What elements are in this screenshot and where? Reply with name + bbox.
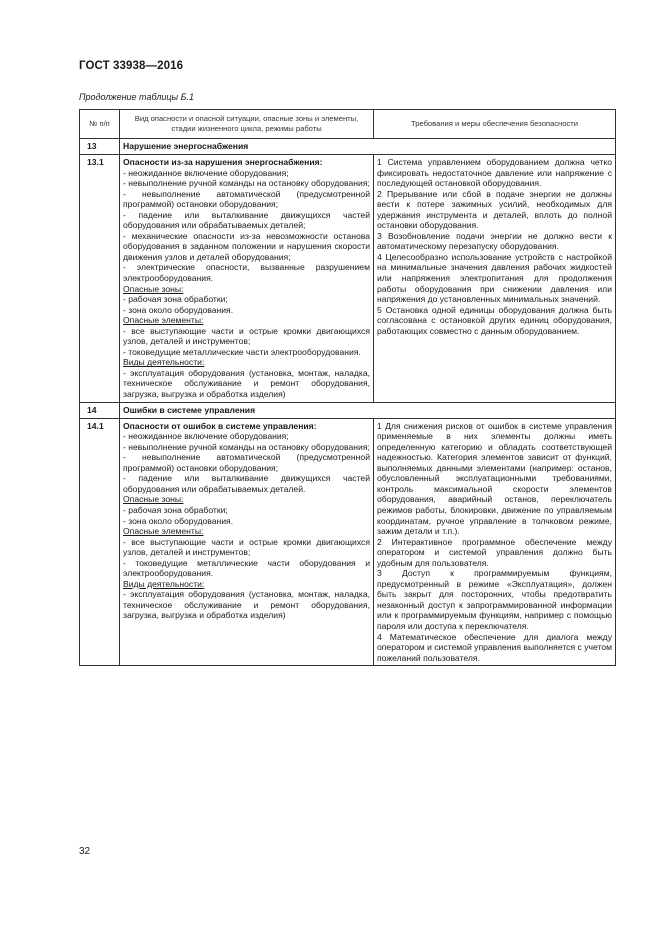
list-item: - невыполнение ручной команды на остановку оборудования; bbox=[123, 441, 370, 452]
subsection-label: Опасные элементы: bbox=[123, 526, 204, 537]
requirements-cell bbox=[374, 418, 616, 666]
hazard-heading: Опасности от ошибок в системе управления: bbox=[123, 420, 317, 431]
hazard-cell bbox=[120, 155, 374, 403]
table-row bbox=[80, 418, 616, 666]
row-number: 14.1 bbox=[80, 418, 120, 666]
subsection-label: Опасные зоны: bbox=[123, 283, 184, 294]
list-item: - токоведущие металлические части электрооборудования. bbox=[123, 346, 361, 357]
requirements-table bbox=[79, 109, 616, 666]
subsection-label: Опасные элементы: bbox=[123, 315, 204, 326]
requirement-item: 3 Доступ к программируемым функциям, предусмотренный в режиме «Эксплуатация», должен быть закрыт для посторонних, чтобы предотвратить незаконный доступ к запрограммированной информации или к программируемым функциям, например с помощью пароля или доступа к переключателя. bbox=[377, 568, 612, 631]
list-item: - невыполнение автоматической (предусмотренной программой) остановки оборудования; bbox=[123, 452, 370, 473]
section-row bbox=[80, 139, 616, 155]
table-caption: Продолжение таблицы Б.1 bbox=[79, 92, 195, 102]
section-number: 14 bbox=[80, 402, 120, 418]
requirement-item: 2 Интерактивное программное обеспечение между оператором и системой управления должно быть удобным для пользователя. bbox=[377, 536, 612, 568]
list-item: - неожиданное включение оборудования; bbox=[123, 431, 289, 442]
requirements-cell bbox=[374, 155, 616, 403]
header-requirements: Требования и меры обеспечения безопасности bbox=[374, 110, 616, 139]
subsection-label: Виды деятельности: bbox=[123, 578, 205, 589]
hazard-cell bbox=[120, 418, 374, 666]
section-number: 13 bbox=[80, 139, 120, 155]
table-header-row bbox=[80, 110, 616, 139]
header-num: № п/п bbox=[80, 110, 120, 139]
document-code: ГОСТ 33938—2016 bbox=[79, 60, 184, 72]
list-item: - эксплуатация оборудования (установка, монтаж, наладка, техническое обслуживание и ремонт оборудования, загрузка, выгрузка и обработка изделия) bbox=[123, 589, 370, 621]
list-item: - рабочая зона обработки; bbox=[123, 294, 228, 305]
requirement-item: 3 Возобновление подачи энергии не должно вести к автоматическому перезапуску оборудования. bbox=[377, 230, 612, 252]
table-row bbox=[80, 155, 616, 403]
list-item: - все выступающие части и острые кромки двигающихся узлов, деталей и инструментов; bbox=[123, 325, 370, 347]
requirement-item: 2 Прерывание или сбой в подаче энергии не должны вести к потере зажимных усилий, необходимых для удержания инструмента и деталей, вплоть до полной остановки оборудования. bbox=[377, 188, 612, 231]
list-item: - электрические опасности, вызванные разрушением электрооборудования. bbox=[123, 262, 370, 284]
requirement-item: 4 Математическое обеспечение для диалога между оператором и системой управления выполняется с учетом пожеланий пользователя. bbox=[377, 631, 612, 663]
list-item: - зона около оборудования. bbox=[123, 515, 234, 526]
requirement-item: 1 Для снижения рисков от ошибок в системе управления применяемые в них элементы должны иметь определенную категорию и обладать соответствующей надежностью. Категория элементов зависит от функций, выполняемых данными элементами (например: останов, обусловленный эксплуатационными требованиями, контроль максимальной скорости элементов оборудования, аварийный останов, переключатель режимов работы, блокировки, движение по управляемым координатам, ручное управление в толчковом режиме, зажим детали и т.п.). bbox=[377, 420, 612, 537]
section-title: Нарушение энергоснабжения bbox=[120, 139, 616, 155]
requirement-item: 5 Остановка одной единицы оборудования должна быть согласована с остановкой других единиц оборудования, работающих совместно с данным оборудованием. bbox=[377, 304, 612, 336]
subsection-label: Опасные зоны: bbox=[123, 494, 184, 505]
list-item: - токоведущие металлические части оборудования и электрооборудования. bbox=[123, 557, 370, 579]
section-row bbox=[80, 402, 616, 418]
list-item: - невыполнение ручной команды на остановку оборудования; bbox=[123, 178, 370, 189]
list-item: - невыполнение автоматической (предусмотренной программой) остановки оборудования; bbox=[123, 188, 370, 210]
hazard-heading: Опасности из-за нарушения энергоснабжения: bbox=[123, 157, 323, 167]
section-title: Ошибки в системе управления bbox=[120, 402, 616, 418]
page-number: 32 bbox=[79, 846, 91, 857]
subsection-label: Виды деятельности: bbox=[123, 357, 205, 368]
list-item: - зона около оборудования. bbox=[123, 304, 234, 315]
list-item: - эксплуатация оборудования (установка, монтаж, наладка, техническое обслуживание и ремонт оборудования, загрузка, выгрузка и обработка изделия) bbox=[123, 367, 370, 400]
requirement-item: 4 Целесообразно использование устройств с настройкой на минимальные значения давления рабочих жидкостей или напряжения электропитания для продолжения работы оборудования при снижении давления или напряжения до установленных минимальных значений. bbox=[377, 251, 612, 305]
list-item: - падение или выталкивание движущихся частей оборудования или обрабатываемых деталей. bbox=[123, 473, 370, 494]
row-number: 13.1 bbox=[80, 155, 120, 403]
list-item: - неожиданное включение оборудования; bbox=[123, 167, 289, 178]
list-item: - рабочая зона обработки; bbox=[123, 504, 228, 515]
list-item: - падение или выталкивание движущихся частей оборудования или обрабатываемых деталей; bbox=[123, 209, 370, 231]
requirement-item: 1 Система управлением оборудованием должна четко фиксировать недостаточное давление или напряжение с последующей остановкой оборудования. bbox=[377, 157, 612, 189]
list-item: - все выступающие части и острые кромки двигающихся узлов, деталей и инструментов; bbox=[123, 536, 370, 558]
header-hazard: Вид опасности и опасной ситуации, опасные зоны и элементы, стадии жизненного цикла, режимы работы bbox=[120, 110, 374, 139]
list-item: - механические опасности из-за невозможности останова оборудования в заданном положении и нарушения скорости движения узлов и деталей оборудования; bbox=[123, 230, 370, 262]
